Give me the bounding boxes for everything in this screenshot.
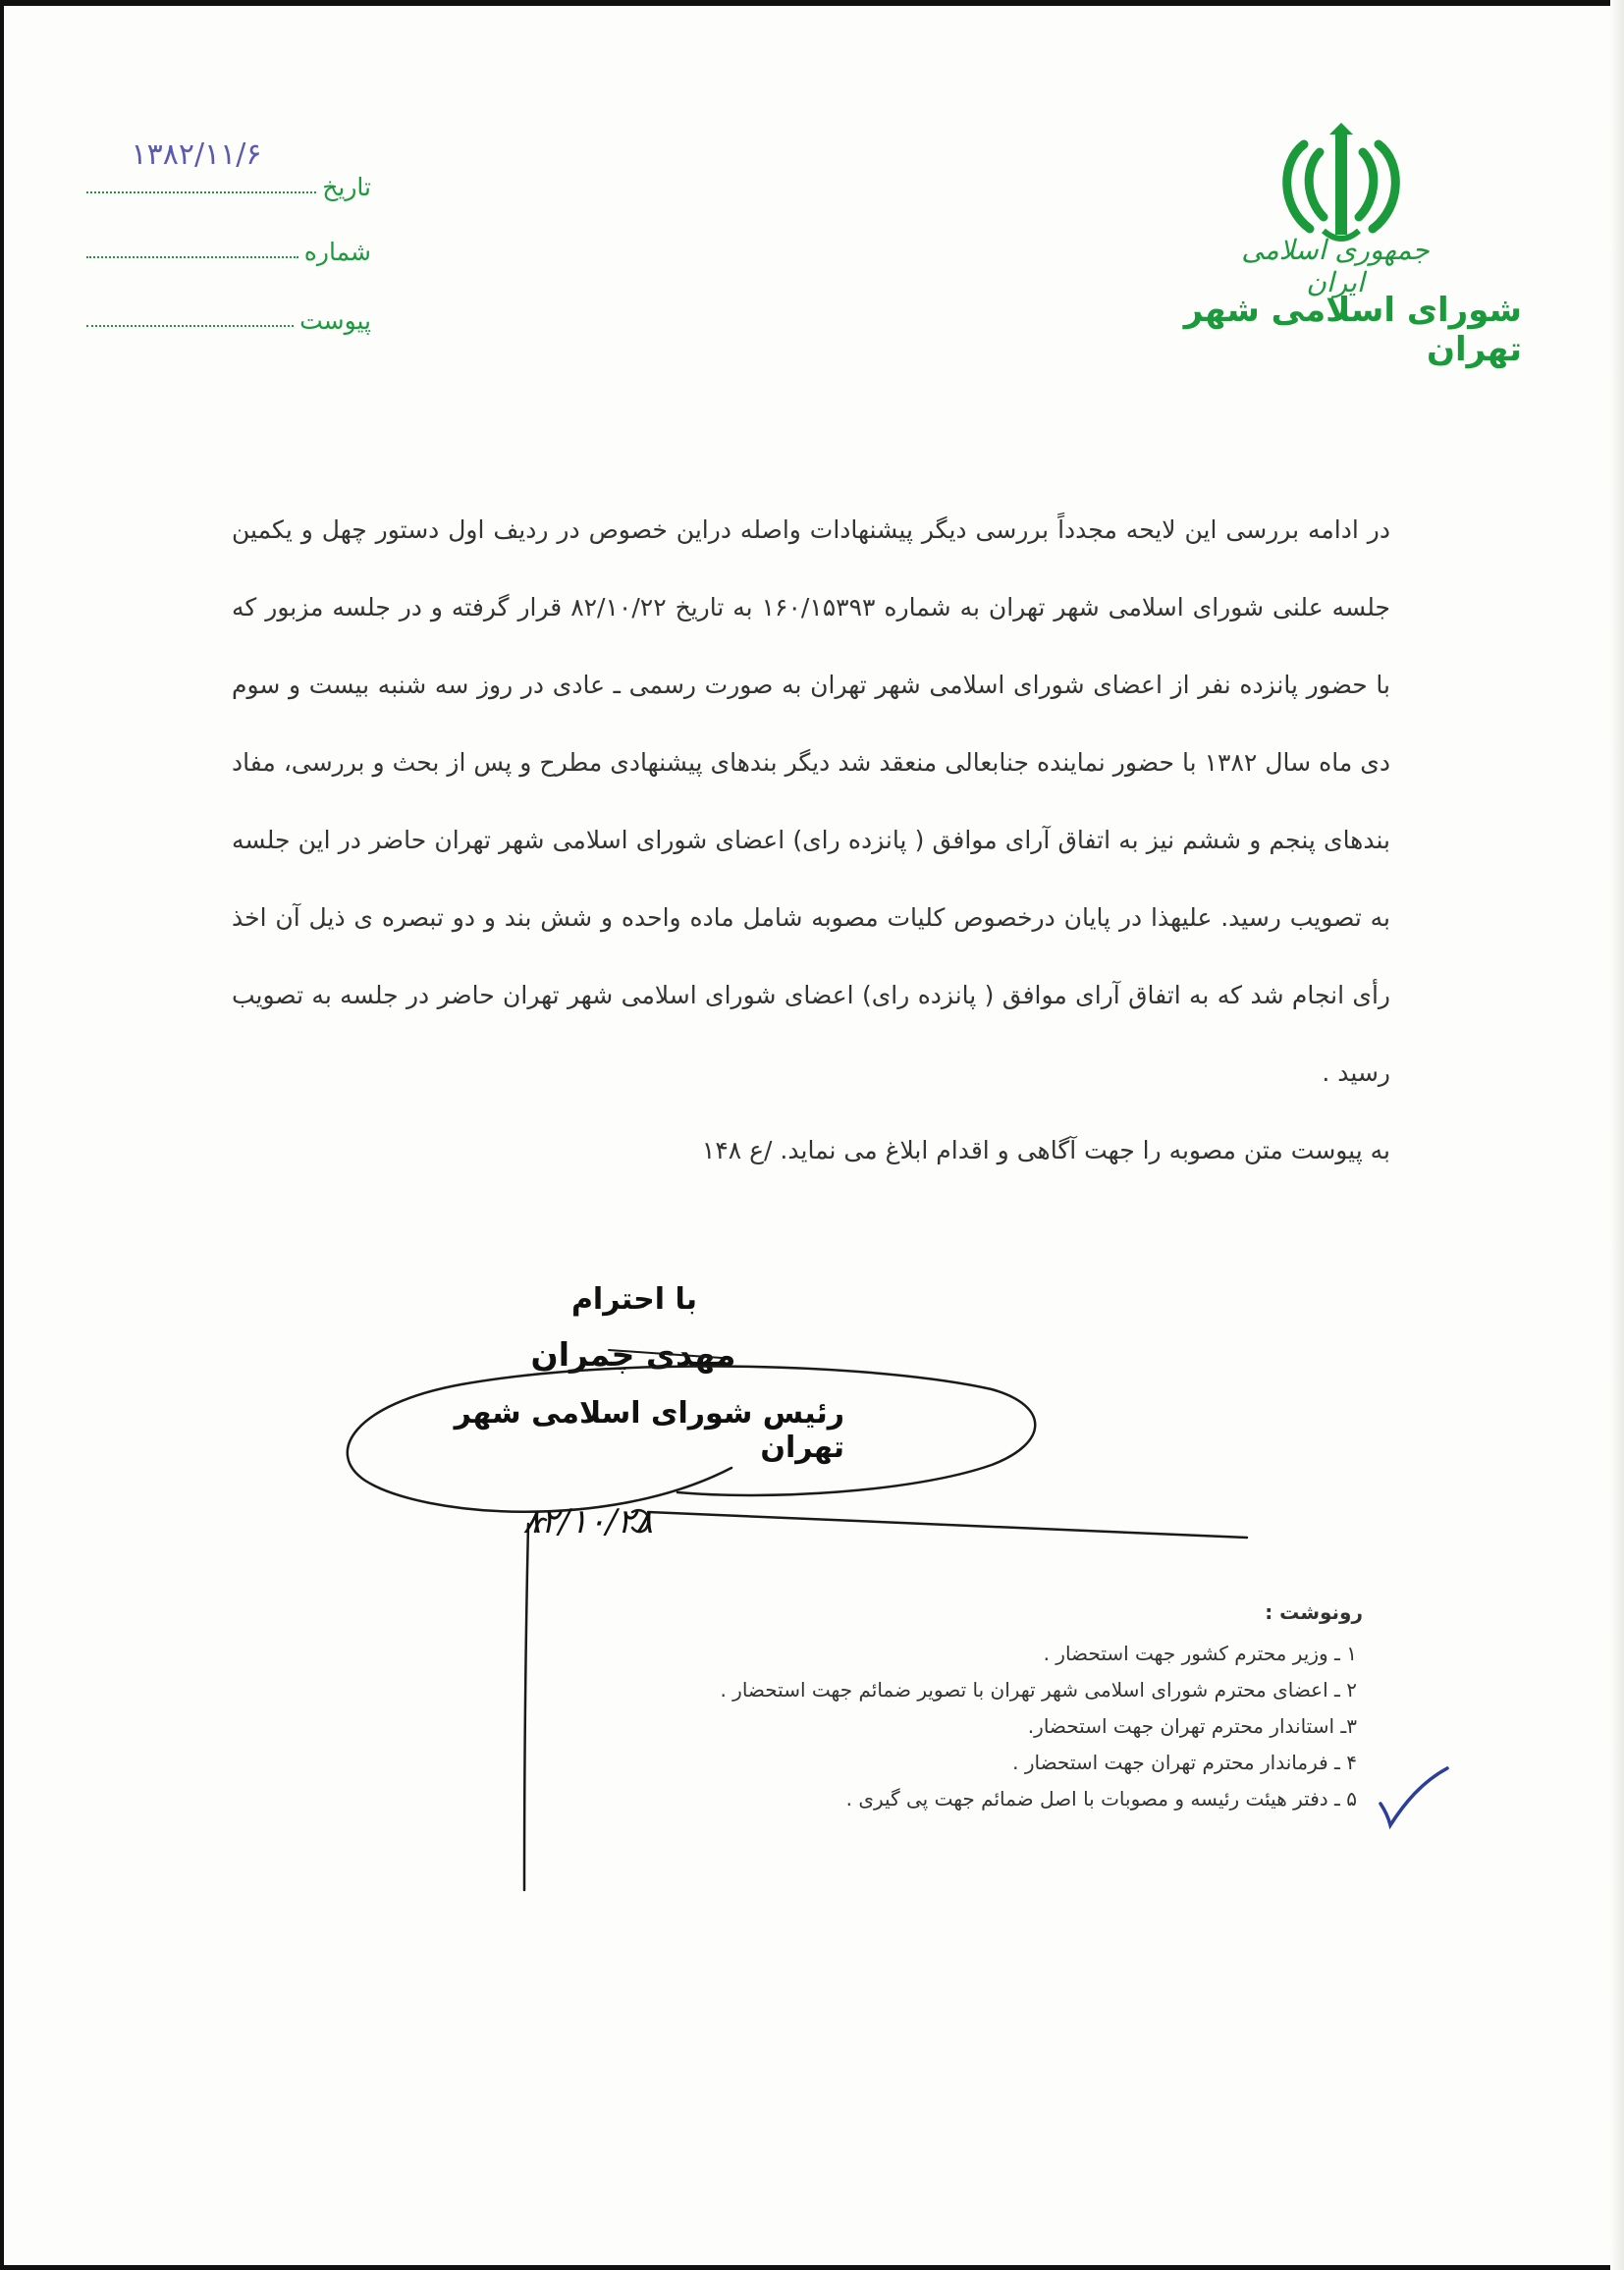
date-label: تاریخ bbox=[322, 173, 371, 201]
council-name: شورای اسلامی شهر تهران bbox=[1183, 291, 1522, 369]
date-field bbox=[86, 173, 371, 201]
cc-item: ۵ ـ دفتر هیئت رئیسه و مصوبات با اصل ضمائم جهت پی گیری . bbox=[845, 1787, 1357, 1811]
attachment-label: پیوست bbox=[299, 306, 371, 335]
attachment-dotted-line bbox=[86, 323, 294, 327]
signatory-title: رئیس شورای اسلامی شهر تهران bbox=[454, 1396, 844, 1465]
attachment-field bbox=[86, 306, 371, 335]
body-paragraph-closing: به پیوست متن مصوبه را جهت آگاهی و اقدام ابلاغ می نماید. /ع ۱۴۸ bbox=[701, 1136, 1390, 1164]
number-dotted-line bbox=[86, 254, 298, 258]
signature-greeting: با احترام bbox=[570, 1282, 697, 1317]
handwritten-date: ۸۲/۱۰/۲۸ bbox=[522, 1502, 653, 1541]
letter-body bbox=[232, 491, 1390, 1189]
cc-item: ۲ ـ اعضای محترم شورای اسلامی شهر تهران با تصویر ضمائم جهت استحضار . bbox=[720, 1678, 1357, 1702]
date-value: ۱۳۸۲/۱۱/۶ bbox=[131, 137, 262, 172]
cc-heading: رونوشت : bbox=[1265, 1600, 1363, 1624]
iran-emblem-icon bbox=[1272, 123, 1410, 250]
number-field bbox=[86, 238, 371, 266]
body-paragraph: در ادامه بررسی این لایحه مجدداً بررسی دیگر پیشنهادات واصله دراین خصوص در ردیف اول دستور چهل و یکمین جلسه علنی شورای اسلامی شهر تهران به شماره ۱۶۰/۱۵۳۹۳ به تاریخ ۸۲/۱۰/۲۲ قرار گرفته و در جلسه مزبور که با حضور پانزده نفر از اعضای شورای اسلامی شهر تهران به صورت رسمی ـ عادی در روز سه شنبه بیست و سوم دی ماه سال ۱۳۸۲ با حضور نماینده جنابعالی منعقد شد دیگر بندهای پیشنهادی مطرح و پس از بحث و بررسی، مفاد بندهای پنجم و ششم نیز به اتفاق آرای موافق ( پانزده رای) اعضای شورای اسلامی شهر تهران حاضر در این جلسه به تصویب رسید. علیهذا در پایان درخصوص کلیات مصوبه شامل ماده واحده و شش بند و دو تبصره ی ذیل آن اخذ رأی انجام شد که به اتفاق آرای موافق ( پانزده رای) اعضای شورای اسلامی شهر تهران حاضر در جلسه به تصویب رسید . bbox=[232, 515, 1391, 1087]
carbon-copy-list bbox=[687, 1600, 1365, 1817]
cc-item: ۱ ـ وزیر محترم کشور جهت استحضار . bbox=[1043, 1642, 1357, 1665]
cc-item: ۴ ـ فرماندار محترم تهران جهت استحضار . bbox=[1012, 1751, 1357, 1774]
check-mark-icon bbox=[1375, 1762, 1453, 1831]
number-label: شماره bbox=[303, 238, 371, 266]
cc-item: ۳ـ استاندار محترم تهران جهت استحضار. bbox=[1027, 1714, 1357, 1738]
page-edge-shadow bbox=[1610, 0, 1624, 2270]
date-dotted-line bbox=[86, 189, 316, 193]
signatory-name: مهدی چمران bbox=[530, 1335, 736, 1374]
republic-name: جمهوری اسلامی ایران bbox=[1241, 234, 1430, 298]
